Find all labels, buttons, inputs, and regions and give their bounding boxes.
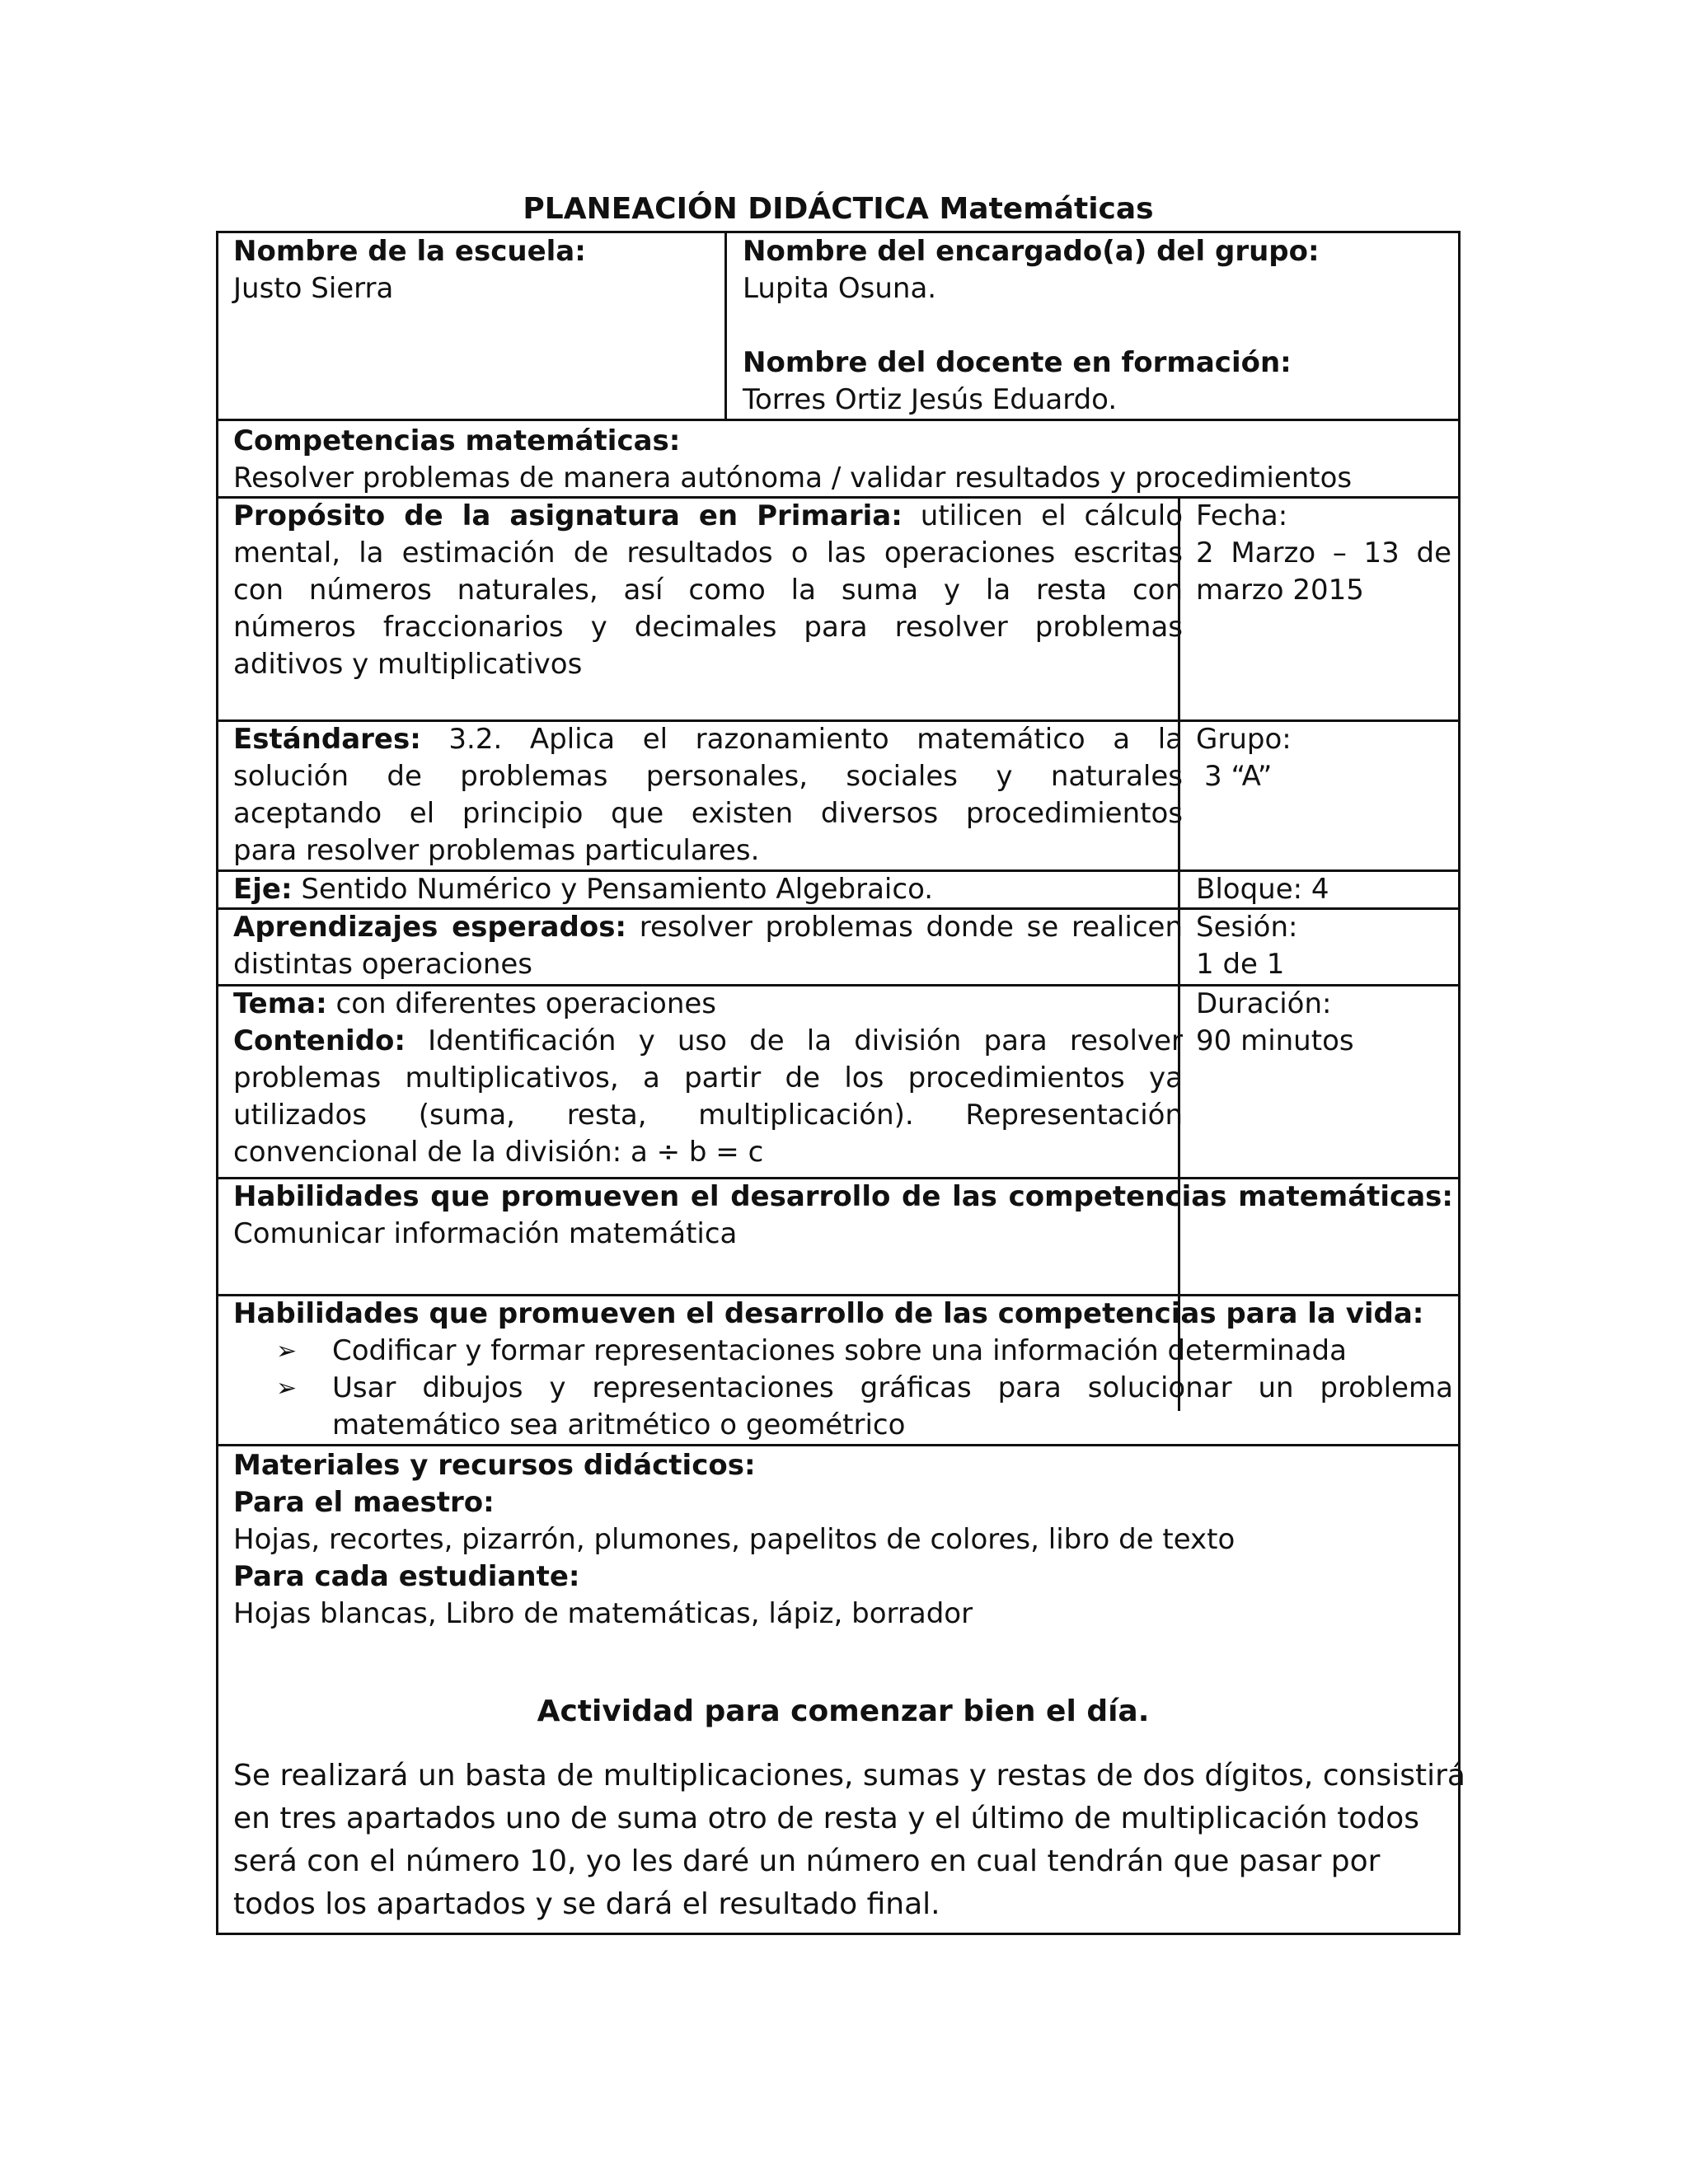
standards-text: 3.2. Aplica el razonamiento matemático a la	[448, 723, 1183, 756]
group-teacher-name: Lupita Osuna.	[743, 272, 937, 305]
topic-value: con diferentes operaciones	[335, 987, 717, 1020]
purpose-text: números fraccionarios y decimales para resolver problemas	[233, 611, 1183, 644]
activity-text: será con el número 10, yo les daré un número en cual tendrán que pasar por	[233, 1844, 1381, 1878]
teacher-materials-value: Hojas, recortes, pizarrón, plumones, papelitos de colores, libro de texto	[233, 1523, 1236, 1556]
group-cell	[1196, 721, 1451, 869]
activity-text: Se realizará un basta de multiplicaciones, sumas y restas de dos dígitos, consistirá	[233, 1759, 1465, 1793]
school-label: Nombre de la escuela:	[233, 235, 586, 268]
topic-content-cell	[233, 986, 1183, 1177]
competencies-value: Resolver problemas de manera autónoma / validar resultados y procedimientos	[233, 462, 1353, 494]
standards-text: aceptando el principio que existen diversos procedimientos	[233, 797, 1183, 830]
expected-learning-text: distintas operaciones	[233, 948, 532, 981]
life-skill-text: Usar dibujos y representaciones gráficas para solucionar un problema	[332, 1371, 1453, 1404]
activity-description	[233, 1755, 1465, 1926]
activity-text: todos los apartados y se dará el resultado final.	[233, 1887, 940, 1921]
duration-label: Duración:	[1196, 987, 1332, 1020]
standards-cell	[233, 721, 1183, 869]
life-skills-cell	[233, 1296, 1453, 1444]
life-skill-text: matemático sea aritmético o geométrico	[332, 1408, 906, 1441]
trainee-teacher-name: Torres Ortiz Jesús Eduardo.	[743, 383, 1118, 416]
student-materials-value: Hojas blancas, Libro de matemáticas, lápiz, borrador	[233, 1597, 973, 1630]
block-value: Bloque: 4	[1196, 873, 1329, 906]
math-skills-label: Habilidades que promueven el desarrollo de las competencias matemáticas:	[233, 1180, 1453, 1213]
group-value: 3 “A”	[1204, 760, 1273, 793]
math-skills-cell	[233, 1179, 1453, 1294]
life-skill-text: Codificar y formar representaciones sobre una información determinada	[332, 1334, 1347, 1367]
group-teacher-label: Nombre del encargado(a) del grupo:	[743, 235, 1320, 268]
purpose-text: aditivos y multiplicativos	[233, 648, 583, 681]
competencies-label: Competencias matemáticas:	[233, 424, 681, 457]
content-text: convencional de la división: a ÷ b = c	[233, 1136, 764, 1169]
expected-learning-label: Aprendizajes esperados:	[233, 911, 627, 944]
activity-title: Actividad para comenzar bien el día.	[537, 1694, 1150, 1728]
date-value: marzo 2015	[1196, 574, 1364, 607]
content-text: Identificación y uso de la división para resolver	[428, 1024, 1184, 1057]
date-value: 2 Marzo – 13 de	[1196, 537, 1451, 569]
topic-label: Tema:	[233, 987, 327, 1020]
document-title: PLANEACIÓN DIDÁCTICA Matemáticas	[523, 192, 1154, 226]
list-item	[233, 1333, 1453, 1370]
expected-learning-text: resolver problemas donde se realicen	[639, 911, 1183, 944]
standards-text: solución de problemas personales, sociales y naturales	[233, 760, 1183, 793]
activity-text: en tres apartados uno de suma otro de resta y el último de multiplicación todos	[233, 1802, 1420, 1835]
materials-label: Materiales y recursos didácticos:	[233, 1449, 756, 1482]
date-cell	[1196, 498, 1451, 720]
teachers-cell	[743, 233, 1451, 419]
teacher-materials-label: Para el maestro:	[233, 1486, 495, 1519]
list-item	[233, 1370, 1453, 1444]
competencies-cell	[233, 423, 1453, 497]
divider	[218, 419, 1458, 421]
school-name: Justo Sierra	[233, 272, 394, 305]
school-cell	[233, 233, 720, 419]
date-label: Fecha:	[1196, 499, 1288, 532]
divider	[724, 233, 727, 419]
session-value: 1 de 1	[1196, 948, 1285, 981]
purpose-cell	[233, 498, 1183, 720]
duration-cell	[1196, 986, 1451, 1177]
arrow-bullet-icon: ➢	[276, 1337, 298, 1366]
content-text: problemas multiplicativos, a partir de los procedimientos ya	[233, 1062, 1183, 1094]
session-cell	[1196, 909, 1451, 985]
purpose-text: con números naturales, así como la suma y la resta con	[233, 574, 1183, 607]
planning-table	[216, 231, 1465, 1935]
content-label: Contenido:	[233, 1024, 406, 1057]
arrow-bullet-icon: ➢	[276, 1374, 298, 1403]
purpose-text: utilicen el cálculo	[920, 499, 1183, 532]
block-cell	[1196, 871, 1451, 908]
expected-learning-cell	[233, 909, 1183, 985]
group-label: Grupo:	[1196, 723, 1292, 756]
standards-label: Estándares:	[233, 723, 421, 756]
materials-activity-cell	[233, 1447, 1465, 1942]
purpose-text: mental, la estimación de resultados o las operaciones escritas	[233, 537, 1183, 569]
life-skills-label: Habilidades que promueven el desarrollo de las competencias para la vida:	[233, 1297, 1424, 1330]
axis-value: Sentido Numérico y Pensamiento Algebraico.	[301, 873, 934, 906]
axis-label: Eje:	[233, 873, 293, 906]
axis-cell	[233, 871, 1183, 908]
purpose-label: Propósito de la asignatura en Primaria:	[233, 499, 903, 532]
student-materials-label: Para cada estudiante:	[233, 1560, 580, 1593]
duration-value: 90 minutos	[1196, 1024, 1354, 1057]
divider	[218, 1444, 1458, 1446]
session-label: Sesión:	[1196, 911, 1298, 944]
content-text: utilizados (suma, resta, multiplicación). Representación	[233, 1099, 1183, 1132]
standards-text: para resolver problemas particulares.	[233, 834, 760, 867]
math-skills-value: Comunicar información matemática	[233, 1217, 738, 1250]
trainee-teacher-label: Nombre del docente en formación:	[743, 346, 1292, 379]
